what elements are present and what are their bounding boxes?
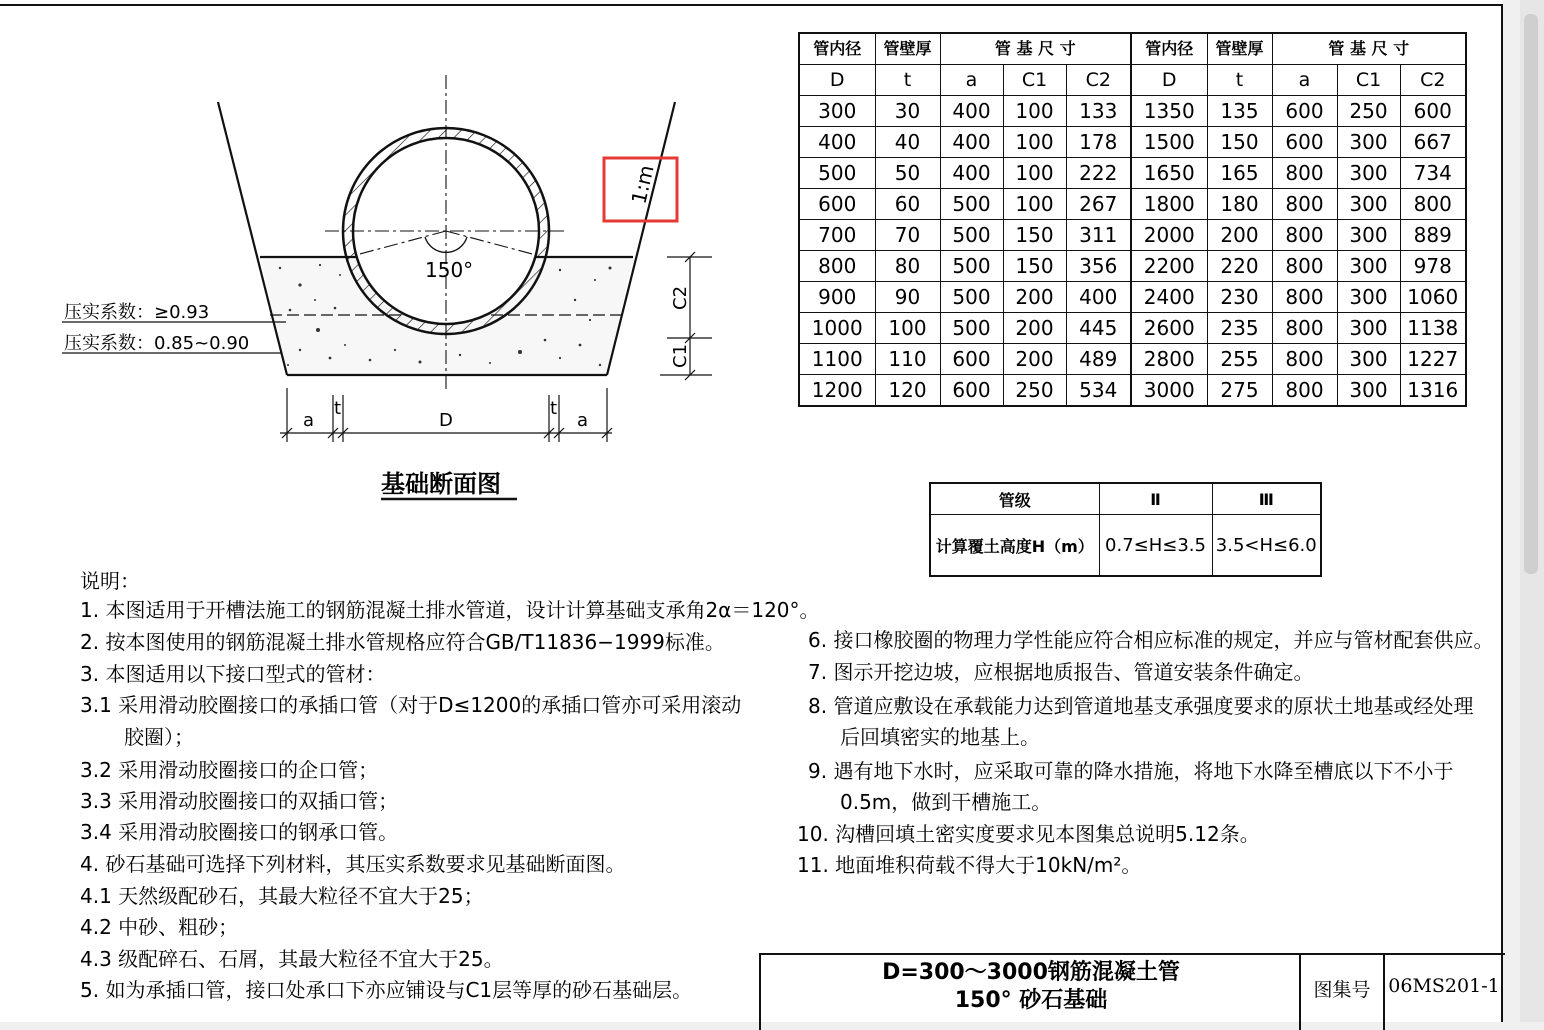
table-cell: 311 xyxy=(1066,220,1131,251)
table-cell: 300 xyxy=(1337,282,1400,313)
slope-label: 1:m xyxy=(626,162,659,207)
table-cell: 235 xyxy=(1207,313,1272,344)
table-cell: 60 xyxy=(875,189,940,220)
table-cell: 300 xyxy=(1337,344,1400,375)
table-cell: 300 xyxy=(1337,189,1400,220)
foundation-section-diagram xyxy=(0,0,760,510)
note-line: 1. 本图适用于开槽法施工的钢筋混凝土排水管道，设计计算基础支承角2α＝120°。 xyxy=(80,598,820,622)
cover-height-iii: 3.5<H≤6.0 xyxy=(1212,515,1321,577)
table-cell: 50 xyxy=(875,158,940,189)
table-cell: 267 xyxy=(1066,189,1131,220)
table-cell: 120 xyxy=(875,375,940,407)
table-cell: 2600 xyxy=(1131,313,1207,344)
note-line: 2. 按本图使用的钢筋混凝土排水管规格应符合GB/T11836−1999标准。 xyxy=(80,630,725,654)
table-row xyxy=(799,96,1466,127)
table-cell: 400 xyxy=(940,158,1003,189)
table-cell: 800 xyxy=(1272,251,1337,282)
table-cell: 800 xyxy=(1400,189,1466,220)
table-cell: 889 xyxy=(1400,220,1466,251)
scrollbar-thumb[interactable] xyxy=(1524,14,1538,574)
table-cell: 80 xyxy=(875,251,940,282)
table-cell: 300 xyxy=(1337,127,1400,158)
table-cell: 600 xyxy=(940,344,1003,375)
table-cell: 178 xyxy=(1066,127,1131,158)
table-cell: 500 xyxy=(940,313,1003,344)
table-cell: 300 xyxy=(1337,251,1400,282)
note-line: 胶圈）； xyxy=(124,725,194,749)
sub-t-2: t xyxy=(1207,65,1272,96)
table-cell: 200 xyxy=(1003,344,1066,375)
table-cell: 400 xyxy=(940,96,1003,127)
note-line: 3. 本图适用以下接口型式的管材： xyxy=(80,662,386,686)
table-cell: 133 xyxy=(1066,96,1131,127)
table-cell: 150 xyxy=(1207,127,1272,158)
table-row xyxy=(799,344,1466,375)
frame-right-border xyxy=(1501,4,1503,1022)
table-cell: 70 xyxy=(875,220,940,251)
table-cell: 100 xyxy=(1003,158,1066,189)
table-cell: 300 xyxy=(1337,313,1400,344)
table-row xyxy=(799,189,1466,220)
note-line: 0.5m，做到干槽施工。 xyxy=(840,790,1052,814)
table-cell: 800 xyxy=(1272,282,1337,313)
notes-title: 说明： xyxy=(80,569,140,593)
table-cell: 700 xyxy=(799,220,875,251)
table-cell: 150 xyxy=(1003,220,1066,251)
table-cell: 300 xyxy=(1337,158,1400,189)
head-base-size: 管 基 尺 寸 xyxy=(940,33,1131,65)
table-cell: 900 xyxy=(799,282,875,313)
note-line: 7. 图示开挖边坡，应根据地质报告、管道安装条件确定。 xyxy=(808,660,1314,684)
table-cell: 300 xyxy=(799,96,875,127)
table-cell: 100 xyxy=(1003,127,1066,158)
table-cell: 800 xyxy=(1272,313,1337,344)
table-cell: 1200 xyxy=(799,375,875,407)
table-cell: 800 xyxy=(1272,344,1337,375)
table-cell: 180 xyxy=(1207,189,1272,220)
grade-head-ii: Ⅱ xyxy=(1099,483,1212,515)
table-cell: 1800 xyxy=(1131,189,1207,220)
table-cell: 100 xyxy=(1003,189,1066,220)
note-line: 6. 接口橡胶圈的物理力学性能应符合相应标准的规定，并应与管材配套供应。 xyxy=(808,628,1494,652)
head-wall-thickness: 管壁厚 xyxy=(875,33,940,65)
head-inner-diameter-2: 管内径 xyxy=(1131,33,1207,65)
table-cell: 2800 xyxy=(1131,344,1207,375)
pipe-spec-table xyxy=(798,32,1467,407)
table-cell: 800 xyxy=(1272,189,1337,220)
sub-c2: C2 xyxy=(1066,65,1131,96)
note-line: 后回填密实的地基上。 xyxy=(840,725,1040,749)
table-cell: 30 xyxy=(875,96,940,127)
table-cell: 1650 xyxy=(1131,158,1207,189)
table-cell: 255 xyxy=(1207,344,1272,375)
table-cell: 100 xyxy=(875,313,940,344)
table-row xyxy=(799,127,1466,158)
note-line: 5. 如为承插口管，接口处承口下亦应铺设与C1层等厚的砂石基础层。 xyxy=(80,978,693,1002)
table-cell: 489 xyxy=(1066,344,1131,375)
dim-c2-label: C2 xyxy=(670,285,691,310)
table-cell: 150 xyxy=(1003,251,1066,282)
table-cell: 800 xyxy=(799,251,875,282)
pipe-grade-table xyxy=(929,482,1322,577)
note-line: 4.2 中砂、粗砂； xyxy=(80,915,239,939)
table-cell: 90 xyxy=(875,282,940,313)
table-cell: 250 xyxy=(1337,96,1400,127)
table-cell: 600 xyxy=(1272,127,1337,158)
table-cell: 110 xyxy=(875,344,940,375)
table-cell: 500 xyxy=(940,251,1003,282)
table-cell: 1316 xyxy=(1400,375,1466,407)
table-cell: 2200 xyxy=(1131,251,1207,282)
diagram-caption: 基础断面图 xyxy=(381,470,501,498)
table-cell: 200 xyxy=(1207,220,1272,251)
table-cell: 3000 xyxy=(1131,375,1207,407)
table-cell: 500 xyxy=(940,282,1003,313)
table-cell: 250 xyxy=(1003,375,1066,407)
table-cell: 500 xyxy=(940,189,1003,220)
drawing-title-line2: 150° 砂石基础 xyxy=(954,988,1108,1013)
compaction-label-top: 压实系数：≥0.93 xyxy=(64,302,210,323)
table-row xyxy=(799,158,1466,189)
table-cell: 220 xyxy=(1207,251,1272,282)
note-line: 3.1 采用滑动胶圈接口的承插口管（对于D≤1200的承插口管亦可采用滚动 xyxy=(80,693,742,717)
compaction-label-bottom: 压实系数：0.85~0.90 xyxy=(64,333,250,354)
table-cell: 2400 xyxy=(1131,282,1207,313)
note-line: 9. 遇有地下水时，应采取可靠的降水措施，将地下水降至槽底以下不小于 xyxy=(808,759,1454,783)
grade-head-iii: Ⅲ xyxy=(1212,483,1321,515)
table-cell: 600 xyxy=(1400,96,1466,127)
grade-head: 管级 xyxy=(930,483,1099,515)
table-cell: 534 xyxy=(1066,375,1131,407)
table-row xyxy=(799,375,1466,407)
table-cell: 200 xyxy=(1003,282,1066,313)
dim-t-right: t xyxy=(550,398,558,419)
table-cell: 600 xyxy=(1272,96,1337,127)
sub-d-2: D xyxy=(1131,65,1207,96)
table-cell: 1000 xyxy=(799,313,875,344)
note-line: 8. 管道应敷设在承载能力达到管道地基支承强度要求的原状土地基或经处理 xyxy=(808,694,1474,718)
table-cell: 222 xyxy=(1066,158,1131,189)
table-cell: 1138 xyxy=(1400,313,1466,344)
table-cell: 300 xyxy=(1337,375,1400,407)
table-cell: 667 xyxy=(1400,127,1466,158)
dim-c1-label: C1 xyxy=(670,343,691,368)
table-cell: 135 xyxy=(1207,96,1272,127)
angle-label: 150° xyxy=(425,258,474,282)
table-cell: 978 xyxy=(1400,251,1466,282)
table-cell: 1350 xyxy=(1131,96,1207,127)
table-cell: 100 xyxy=(1003,96,1066,127)
table-cell: 500 xyxy=(940,220,1003,251)
note-line: 4.1 天然级配砂石，其最大粒径不宜大于25； xyxy=(80,884,484,908)
sub-d: D xyxy=(799,65,875,96)
head-base-size-2: 管 基 尺 寸 xyxy=(1272,33,1466,65)
atlas-code: 06MS201-1 xyxy=(1388,975,1500,997)
head-wall-thickness-2: 管壁厚 xyxy=(1207,33,1272,65)
sub-a-2: a xyxy=(1272,65,1337,96)
table-cell: 400 xyxy=(1066,282,1131,313)
sub-c1: C1 xyxy=(1003,65,1066,96)
note-line: 11. 地面堆积荷载不得大于10kN/m²。 xyxy=(797,853,1142,877)
atlas-label: 图集号 xyxy=(1313,979,1371,1001)
sub-a: a xyxy=(940,65,1003,96)
drawing-title-line1: D=300～3000钢筋混凝土管 xyxy=(882,960,1180,985)
drawing-title xyxy=(761,959,1301,1015)
table-cell: 800 xyxy=(1272,220,1337,251)
dim-a-right: a xyxy=(577,410,589,431)
table-cell: 600 xyxy=(799,189,875,220)
table-cell: 165 xyxy=(1207,158,1272,189)
note-line: 3.3 采用滑动胶圈接口的双插口管； xyxy=(80,789,399,813)
cover-height-ii: 0.7≤H≤3.5 xyxy=(1099,515,1212,577)
sub-t: t xyxy=(875,65,940,96)
table-cell: 800 xyxy=(1272,375,1337,407)
table-row xyxy=(799,220,1466,251)
table-cell: 200 xyxy=(1003,313,1066,344)
table-cell: 300 xyxy=(1337,220,1400,251)
sub-c1-2: C1 xyxy=(1337,65,1400,96)
note-line: 3.4 采用滑动胶圈接口的钢承口管。 xyxy=(80,820,399,844)
table-cell: 230 xyxy=(1207,282,1272,313)
table-row xyxy=(799,282,1466,313)
dim-t-left: t xyxy=(334,398,342,419)
table-cell: 445 xyxy=(1066,313,1131,344)
table-cell: 600 xyxy=(940,375,1003,407)
note-line: 10. 沟槽回填土密实度要求见本图集总说明5.12条。 xyxy=(797,822,1260,846)
table-cell: 275 xyxy=(1207,375,1272,407)
table-cell: 400 xyxy=(940,127,1003,158)
note-line: 4. 砂石基础可选择下列材料，其压实系数要求见基础断面图。 xyxy=(80,852,626,876)
cover-height-label: 计算覆土高度H（m） xyxy=(930,515,1099,577)
title-block xyxy=(759,953,1505,1030)
dim-a-left: a xyxy=(303,410,315,431)
table-row xyxy=(799,313,1466,344)
table-cell: 800 xyxy=(1272,158,1337,189)
table-row xyxy=(799,251,1466,282)
table-cell: 500 xyxy=(799,158,875,189)
note-line: 4.3 级配碎石、石屑，其最大粒径不宜大于25。 xyxy=(80,947,504,971)
table-cell: 2000 xyxy=(1131,220,1207,251)
dim-d: D xyxy=(439,410,453,431)
table-cell: 356 xyxy=(1066,251,1131,282)
head-inner-diameter: 管内径 xyxy=(799,33,875,65)
table-cell: 40 xyxy=(875,127,940,158)
table-cell: 734 xyxy=(1400,158,1466,189)
sub-c2-2: C2 xyxy=(1400,65,1466,96)
table-cell: 400 xyxy=(799,127,875,158)
table-cell: 1227 xyxy=(1400,344,1466,375)
table-cell: 1500 xyxy=(1131,127,1207,158)
note-line: 3.2 采用滑动胶圈接口的企口管； xyxy=(80,758,379,782)
table-cell: 1100 xyxy=(799,344,875,375)
table-cell: 1060 xyxy=(1400,282,1466,313)
